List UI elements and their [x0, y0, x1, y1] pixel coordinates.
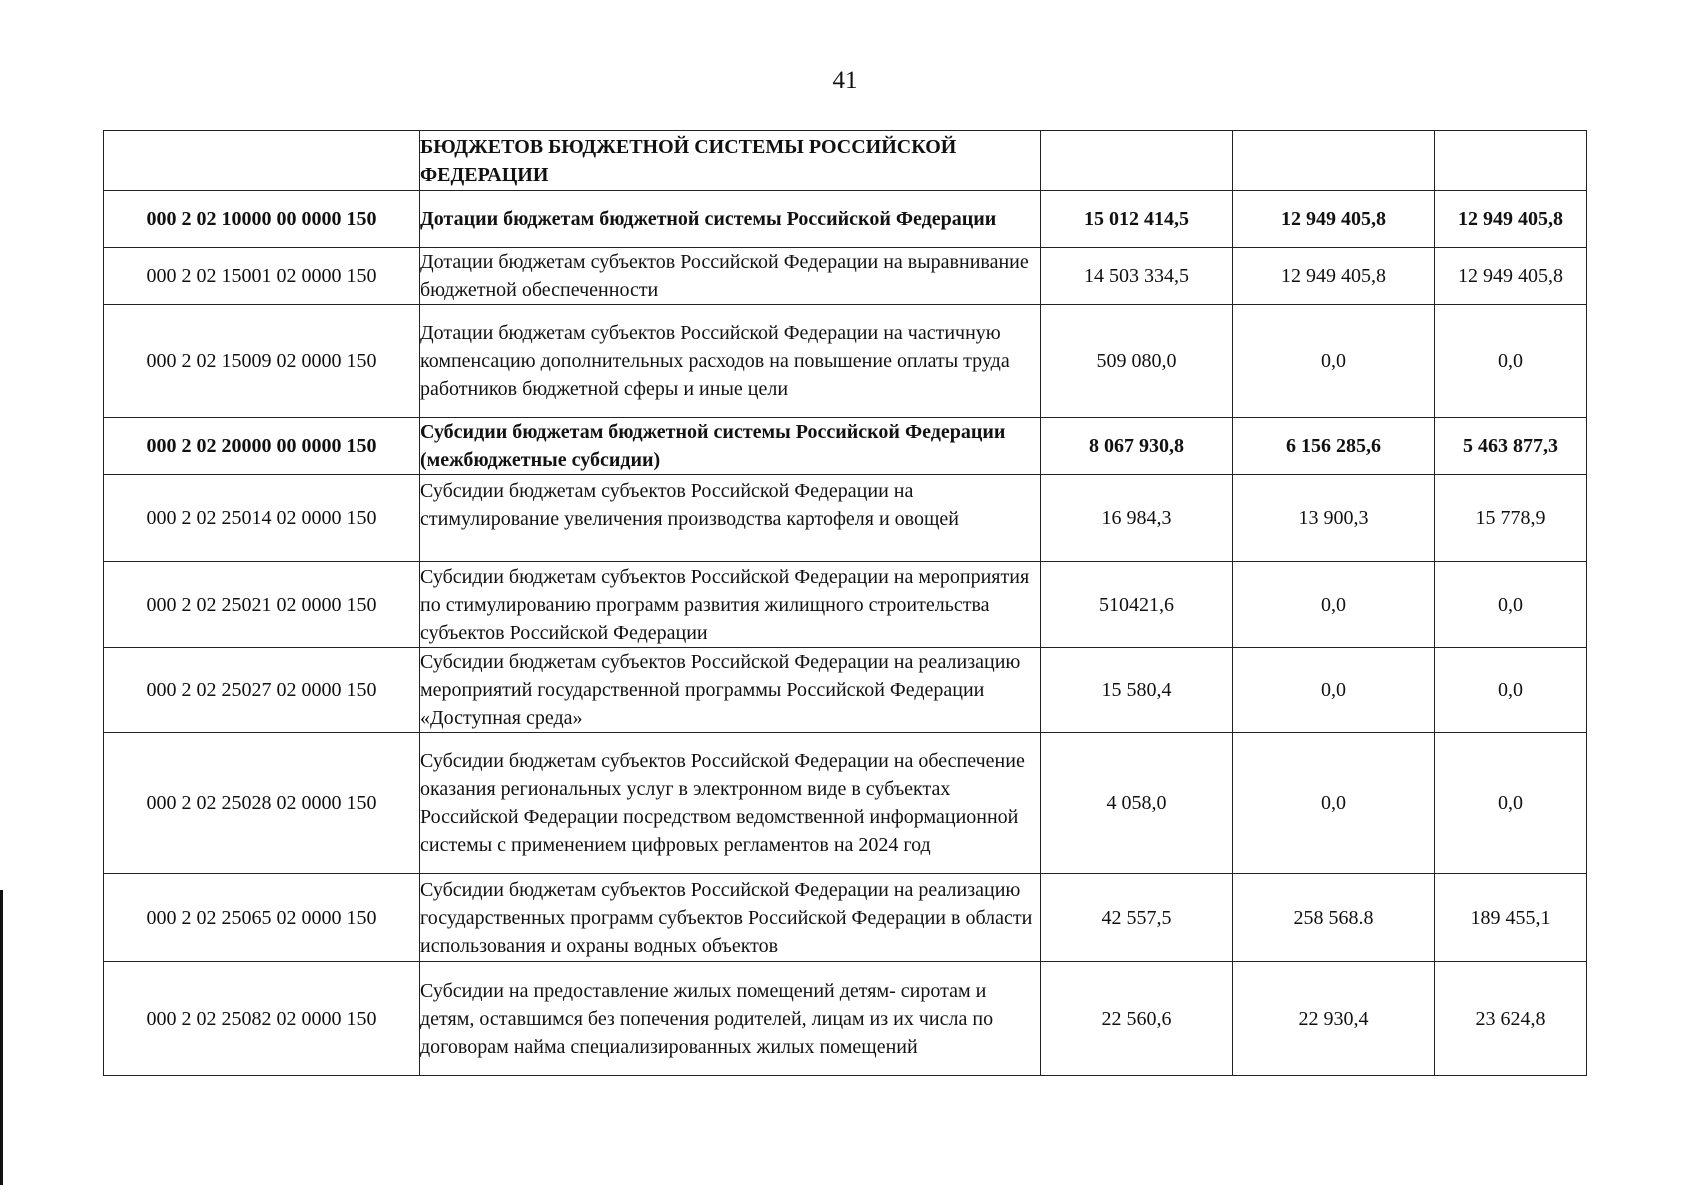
- value-cell-1: 14 503 334,5: [1041, 248, 1233, 305]
- page-number: 41: [832, 67, 858, 94]
- value-cell-3: 0,0: [1435, 562, 1587, 648]
- budget-code-cell: 000 2 02 25028 02 0000 150: [104, 733, 420, 874]
- table-row: [104, 131, 1587, 191]
- value-cell-3: [1435, 131, 1587, 191]
- value-cell-2: 22 930,4: [1233, 962, 1435, 1076]
- value-cell-3: 5 463 877,3: [1435, 418, 1587, 475]
- value-cell-3: 189 455,1: [1435, 874, 1587, 962]
- value-cell-3: 12 949 405,8: [1435, 191, 1587, 248]
- table-row: [104, 305, 1587, 418]
- budget-code-cell: 000 2 02 25014 02 0000 150: [104, 475, 420, 562]
- value-cell-2: 258 568.8: [1233, 874, 1435, 962]
- value-cell-3: 0,0: [1435, 305, 1587, 418]
- value-cell-2: 0,0: [1233, 648, 1435, 733]
- value-cell-2: 12 949 405,8: [1233, 191, 1435, 248]
- value-cell-3: 0,0: [1435, 733, 1587, 874]
- value-cell-1: 510421,6: [1041, 562, 1233, 648]
- value-cell-2: 12 949 405,8: [1233, 248, 1435, 305]
- budget-code-cell: 000 2 02 20000 00 0000 150: [104, 418, 420, 475]
- description-cell: Субсидии бюджетам субъектов Российской Федерации на мероприятия по стимулированию программ развития жилищного строительства субъектов Российской Федерации: [420, 562, 1041, 648]
- budget-code-cell: 000 2 02 25027 02 0000 150: [104, 648, 420, 733]
- description-cell: Субсидии бюджетам субъектов Российской Федерации на стимулирование увеличения производства картофеля и овощей: [420, 475, 1041, 562]
- value-cell-1: 4 058,0: [1041, 733, 1233, 874]
- value-cell-1: 509 080,0: [1041, 305, 1233, 418]
- value-cell-3: 23 624,8: [1435, 962, 1587, 1076]
- description-cell: Субсидии бюджетам субъектов Российской Федерации на реализацию государственных программ субъектов Российской Федерации в области использования и охраны водных объектов: [420, 874, 1041, 962]
- value-cell-1: 15 012 414,5: [1041, 191, 1233, 248]
- value-cell-2: 0,0: [1233, 562, 1435, 648]
- value-cell-1: [1041, 131, 1233, 191]
- table-row: [104, 733, 1587, 874]
- table-row: [104, 874, 1587, 962]
- description-cell: Субсидии бюджетам бюджетной системы Российской Федерации (межбюджетные субсидии): [420, 418, 1041, 475]
- scan-edge-mark: [0, 890, 3, 1185]
- description-cell: Субсидии бюджетам субъектов Российской Федерации на обеспечение оказания региональных услуг в электронном виде в субъектах Российской Федерации посредством ведомственной информационной системы с применением цифровых регламентов на 2024 год: [420, 733, 1041, 874]
- budget-code-cell: 000 2 02 25021 02 0000 150: [104, 562, 420, 648]
- description-cell: Субсидии на предоставление жилых помещений детям- сиротам и детям, оставшимся без попечения родителей, лицам из их числа по договорам найма специализированных жилых помещений: [420, 962, 1041, 1076]
- description-cell: Дотации бюджетам субъектов Российской Федерации на частичную компенсацию дополнительных расходов на повышение оплаты труда работников бюджетной сферы и иные цели: [420, 305, 1041, 418]
- table-row: [104, 248, 1587, 305]
- value-cell-1: 22 560,6: [1041, 962, 1233, 1076]
- budget-code-cell: 000 2 02 15009 02 0000 150: [104, 305, 420, 418]
- value-cell-1: 42 557,5: [1041, 874, 1233, 962]
- table-row: [104, 475, 1587, 562]
- value-cell-2: [1233, 131, 1435, 191]
- table-row: [104, 962, 1587, 1076]
- value-cell-3: 0,0: [1435, 648, 1587, 733]
- table-row: [104, 418, 1587, 475]
- description-cell: БЮДЖЕТОВ БЮДЖЕТНОЙ СИСТЕМЫ РОССИЙСКОЙ ФЕДЕРАЦИИ: [420, 131, 1041, 191]
- value-cell-1: 8 067 930,8: [1041, 418, 1233, 475]
- description-cell: Дотации бюджетам бюджетной системы Российской Федерации: [420, 191, 1041, 248]
- description-cell: Дотации бюджетам субъектов Российской Федерации на выравнивание бюджетной обеспеченности: [420, 248, 1041, 305]
- table-row: [104, 562, 1587, 648]
- value-cell-3: 15 778,9: [1435, 475, 1587, 562]
- value-cell-3: 12 949 405,8: [1435, 248, 1587, 305]
- budget-code-cell: [104, 131, 420, 191]
- value-cell-1: 15 580,4: [1041, 648, 1233, 733]
- budget-code-cell: 000 2 02 25082 02 0000 150: [104, 962, 420, 1076]
- value-cell-2: 0,0: [1233, 733, 1435, 874]
- budget-code-cell: 000 2 02 25065 02 0000 150: [104, 874, 420, 962]
- table-row: [104, 191, 1587, 248]
- budget-code-cell: 000 2 02 10000 00 0000 150: [104, 191, 420, 248]
- budget-table: [103, 130, 1587, 1076]
- budget-code-cell: 000 2 02 15001 02 0000 150: [104, 248, 420, 305]
- description-cell: Субсидии бюджетам субъектов Российской Федерации на реализацию мероприятий государственной программы Российской Федерации «Доступная среда»: [420, 648, 1041, 733]
- table-row: [104, 648, 1587, 733]
- value-cell-2: 13 900,3: [1233, 475, 1435, 562]
- value-cell-2: 6 156 285,6: [1233, 418, 1435, 475]
- value-cell-1: 16 984,3: [1041, 475, 1233, 562]
- value-cell-2: 0,0: [1233, 305, 1435, 418]
